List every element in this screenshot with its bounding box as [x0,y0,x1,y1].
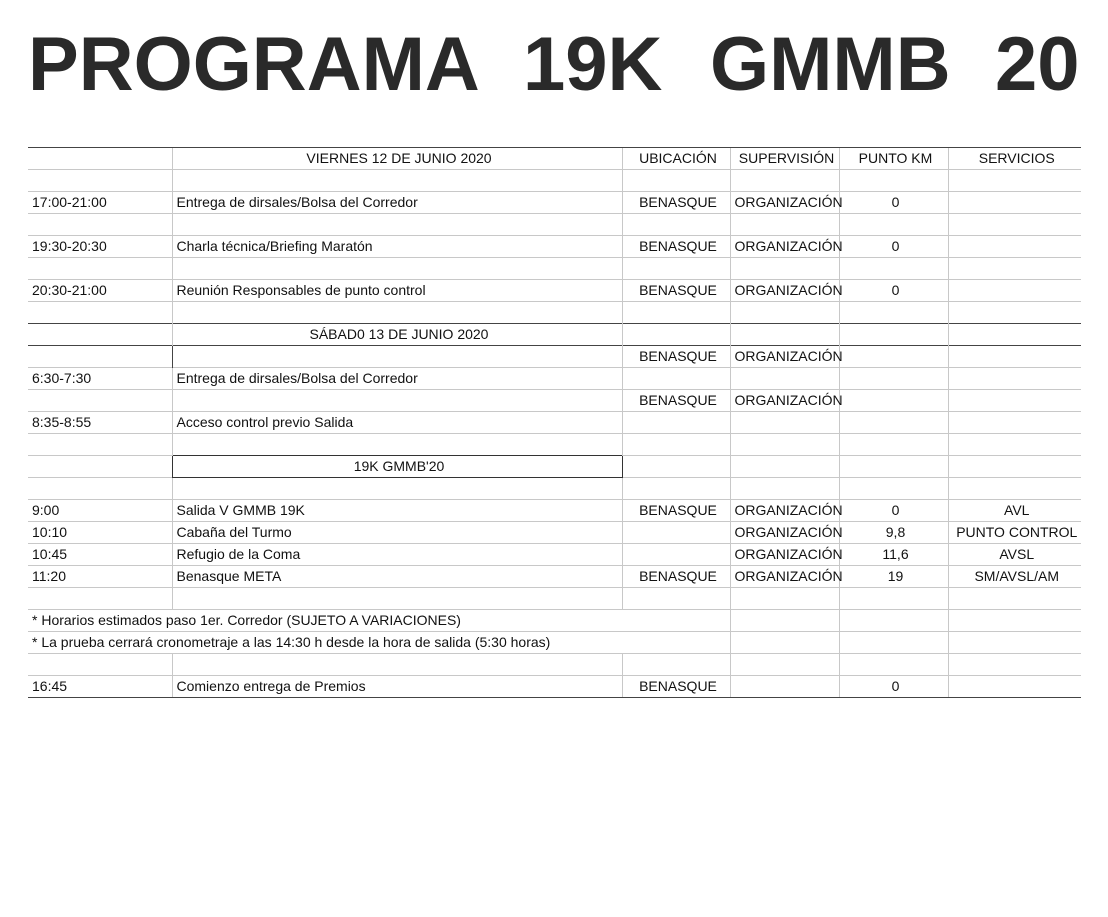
title-word-20: 20 [995,22,1080,107]
supervision-cell: ORGANIZACIÓN [730,236,839,258]
km-cell: 0 [839,280,948,302]
day2-header-row [28,324,1081,346]
note-text: * Horarios estimados paso 1er. Corredor (SUJETO A VARIACIONES) [28,610,730,632]
ubicacion-cell [622,522,730,544]
table-row [28,390,1081,412]
event-cell: Refugio de la Coma [172,544,622,566]
page-title [28,22,1088,108]
table-row [28,236,1081,258]
servicios-cell: AVL [948,500,1081,522]
servicios-cell [948,192,1081,214]
km-cell: 0 [839,500,948,522]
table-row [28,192,1081,214]
ubicacion-cell [622,544,730,566]
supervision-cell: ORGANIZACIÓN [730,500,839,522]
event-cell: Benasque META [172,566,622,588]
supervision-cell: ORGANIZACIÓN [730,346,839,368]
time-cell: 20:30-21:00 [28,280,172,302]
ubicacion-cell: BENASQUE [622,346,730,368]
race-label-row [28,456,1081,478]
header-row [28,148,1081,170]
header-day1: VIERNES 12 DE JUNIO 2020 [172,148,622,170]
time-cell: 17:00-21:00 [28,192,172,214]
table-row [28,500,1081,522]
table-row [28,368,1081,390]
time-cell: 11:20 [28,566,172,588]
servicios-cell: PUNTO CONTROL [948,522,1081,544]
supervision-cell: ORGANIZACIÓN [730,192,839,214]
empty-row [28,170,1081,192]
event-cell: Cabaña del Turmo [172,522,622,544]
note-row [28,632,1081,654]
supervision-cell: ORGANIZACIÓN [730,280,839,302]
event-cell: Entrega de dirsales/Bolsa del Corredor [172,368,622,390]
table-row [28,280,1081,302]
empty-row [28,434,1081,456]
ubicacion-cell: BENASQUE [622,192,730,214]
ubicacion-cell: BENASQUE [622,676,730,698]
ubicacion-cell: BENASQUE [622,566,730,588]
km-cell: 0 [839,192,948,214]
event-cell: Charla técnica/Briefing Maratón [172,236,622,258]
time-cell: 6:30-7:30 [28,368,172,390]
note-row [28,610,1081,632]
time-cell: 9:00 [28,500,172,522]
header-day2: SÁBAD0 13 DE JUNIO 2020 [172,324,622,346]
event-cell: Reunión Responsables de punto control [172,280,622,302]
event-cell: Acceso control previo Salida [172,412,622,434]
supervision-cell [730,676,839,698]
table-row [28,566,1081,588]
ubicacion-cell: BENASQUE [622,236,730,258]
time-cell: 19:30-20:30 [28,236,172,258]
time-cell: 8:35-8:55 [28,412,172,434]
table-row [28,544,1081,566]
program-table [28,147,1081,698]
supervision-cell: ORGANIZACIÓN [730,390,839,412]
ubicacion-cell: BENASQUE [622,390,730,412]
title-word-gmmb: GMMB [710,22,951,107]
km-cell: 11,6 [839,544,948,566]
servicios-cell [948,236,1081,258]
supervision-cell: ORGANIZACIÓN [730,544,839,566]
event-cell: Entrega de dirsales/Bolsa del Corredor [172,192,622,214]
note-text: * La prueba cerrará cronometraje a las 14:30 h desde la hora de salida (5:30 horas) [28,632,730,654]
header-ubicacion: UBICACIÓN [622,148,730,170]
km-cell: 19 [839,566,948,588]
empty-row [28,214,1081,236]
table-row [28,522,1081,544]
empty-row [28,654,1081,676]
servicios-cell [948,280,1081,302]
time-cell: 16:45 [28,676,172,698]
time-cell: 10:45 [28,544,172,566]
empty-row [28,588,1081,610]
title-word-19k: 19K [523,22,663,107]
table-row [28,412,1081,434]
header-supervision: SUPERVISIÓN [730,148,839,170]
empty-row [28,258,1081,280]
supervision-cell: ORGANIZACIÓN [730,566,839,588]
header-servicios: SERVICIOS [948,148,1081,170]
event-cell: Salida V GMMB 19K [172,500,622,522]
km-cell: 0 [839,676,948,698]
servicios-cell [948,676,1081,698]
race-label: 19K GMMB'20 [172,456,622,478]
km-cell: 0 [839,236,948,258]
km-cell: 9,8 [839,522,948,544]
table-row [28,676,1081,698]
ubicacion-cell: BENASQUE [622,280,730,302]
event-cell: Comienzo entrega de Premios [172,676,622,698]
header-punto-km: PUNTO KM [839,148,948,170]
servicios-cell: SM/AVSL/AM [948,566,1081,588]
title-word-programa: PROGRAMA [28,22,480,107]
empty-row [28,478,1081,500]
table-row [28,346,1081,368]
ubicacion-cell: BENASQUE [622,500,730,522]
empty-row [28,302,1081,324]
time-cell: 10:10 [28,522,172,544]
supervision-cell: ORGANIZACIÓN [730,522,839,544]
servicios-cell: AVSL [948,544,1081,566]
